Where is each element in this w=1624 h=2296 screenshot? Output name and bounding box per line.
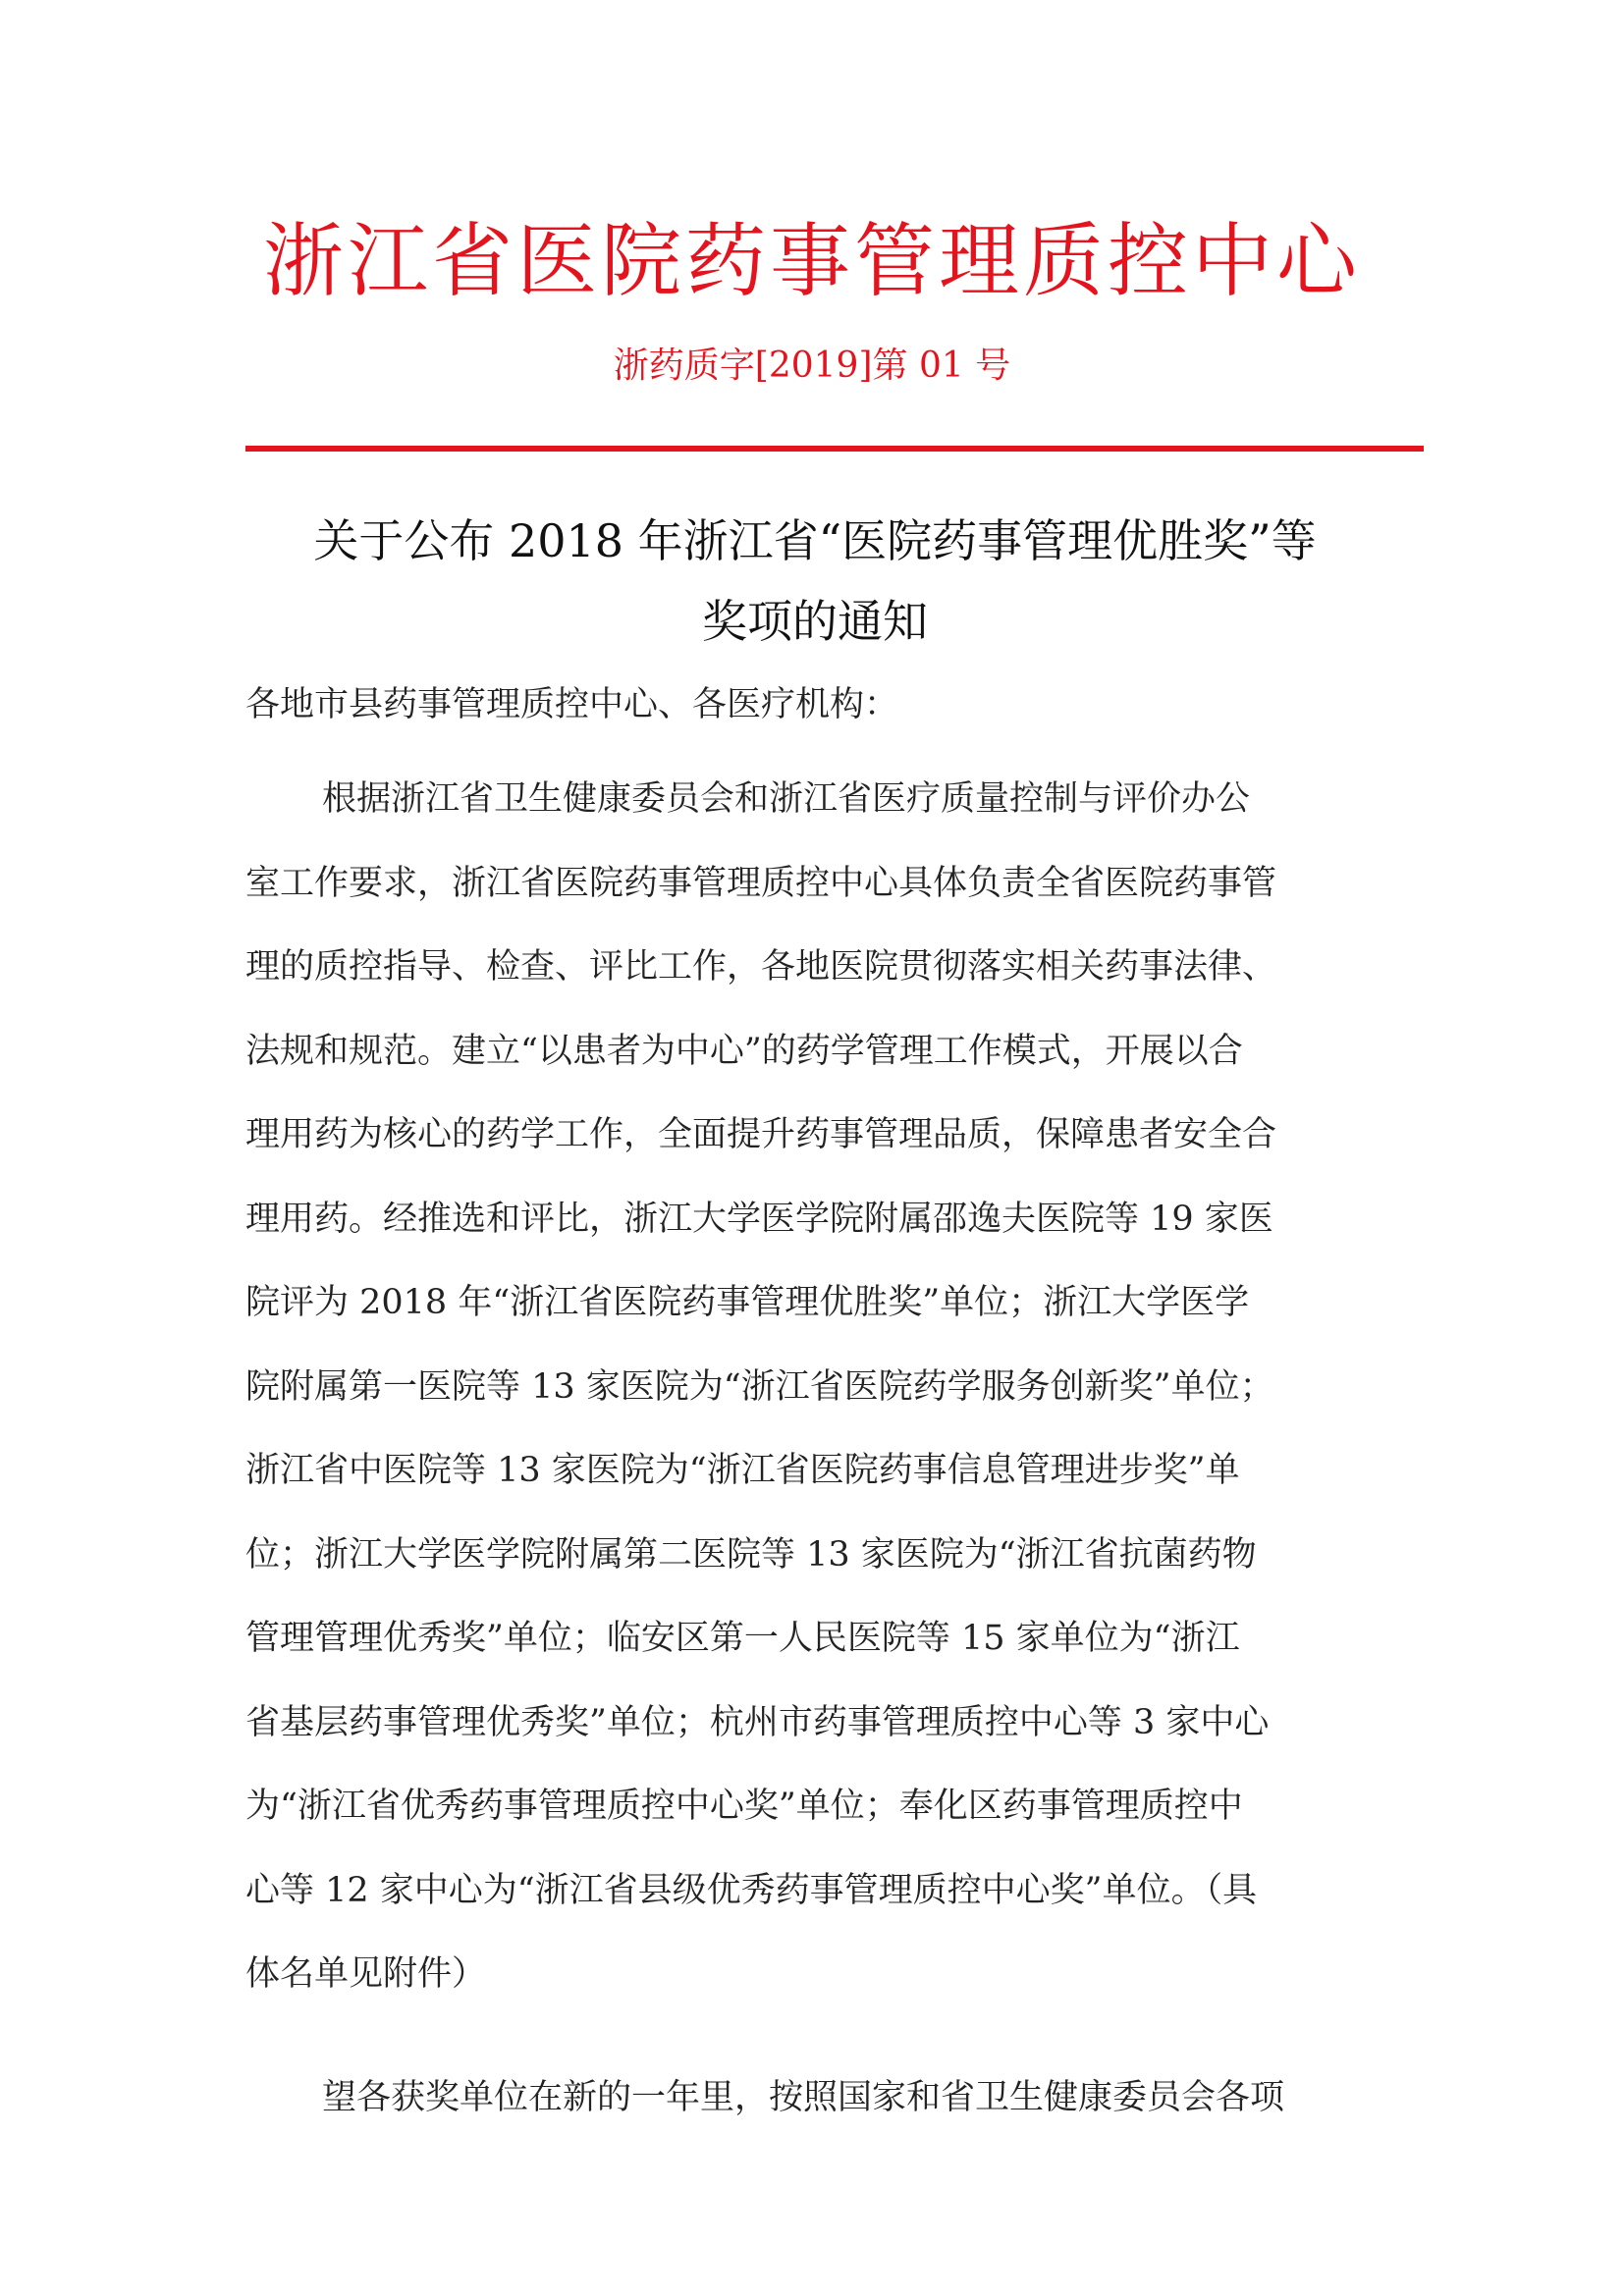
paragraph-line: 浙江省中医院等 13 家医院为“浙江省医院药事信息管理进步奖”单 (245, 1451, 1240, 1490)
paragraph-line: 理用药为核心的药学工作，全面提升药事管理品质，保障患者安全合 (245, 1115, 1277, 1154)
paragraph-line: 院附属第一医院等 13 家医院为“浙江省医院药学服务创新奖”单位； (245, 1366, 1274, 1407)
paragraph-line: 体名单见附件） (245, 1954, 487, 1994)
paragraph-line: 理用药。经推选和评比，浙江大学医学院附属邵逸夫医院等 19 家医 (245, 1199, 1273, 1239)
paragraph-line: 院评为 2018 年“浙江省医院药事管理优胜奖”单位；浙江大学医学 (245, 1283, 1250, 1322)
paragraph-line: 心等 12 家中心为“浙江省县级优秀药事管理质控中心奖”单位。（具 (245, 1870, 1258, 1910)
paragraph-line: 理的质控指导、检查、评比工作，各地医院贯彻落实相关药事法律、 (245, 947, 1277, 987)
document-number: 浙药质字[2019]第 01 号 (613, 346, 1011, 386)
paragraph-line: 根据浙江省卫生健康委员会和浙江省医疗质量控制与评价办公 (322, 779, 1251, 819)
salutation: 各地市县药事管理质控中心、各医疗机构： (245, 685, 899, 724)
body-paragraph-1 (245, 758, 1389, 2017)
red-divider-rule (245, 446, 1424, 452)
paragraph-line: 法规和规范。建立“以患者为中心”的药学管理工作模式，开展以合 (245, 1031, 1243, 1071)
paragraph-line: 室工作要求，浙江省医院药事管理质控中心具体负责全省医院药事管 (245, 863, 1277, 903)
organization-header: 浙江省医院药事管理质控中心 (262, 215, 1361, 308)
paragraph-line: 望各获奖单位在新的一年里，按照国家和省卫生健康委员会各项 (322, 2078, 1285, 2117)
notice-title (245, 501, 1384, 662)
paragraph-line: 省基层药事管理优秀奖”单位；杭州市药事管理质控中心等 3 家中心 (245, 1702, 1270, 1742)
paragraph-line: 管理管理优秀奖”单位；临安区第一人民医院等 15 家单位为“浙江 (245, 1619, 1240, 1658)
notice-title-line: 关于公布 2018 年浙江省“医院药事管理优胜奖”等 (313, 514, 1317, 567)
body-paragraph-2 (245, 2056, 1389, 2141)
paragraph-line: 位；浙江大学医学院附属第二医院等 13 家医院为“浙江省抗菌药物 (245, 1534, 1257, 1575)
notice-title-line: 奖项的通知 (702, 595, 928, 648)
paragraph-line: 为“浙江省优秀药事管理质控中心奖”单位；奉化区药事管理质控中 (245, 1787, 1243, 1826)
